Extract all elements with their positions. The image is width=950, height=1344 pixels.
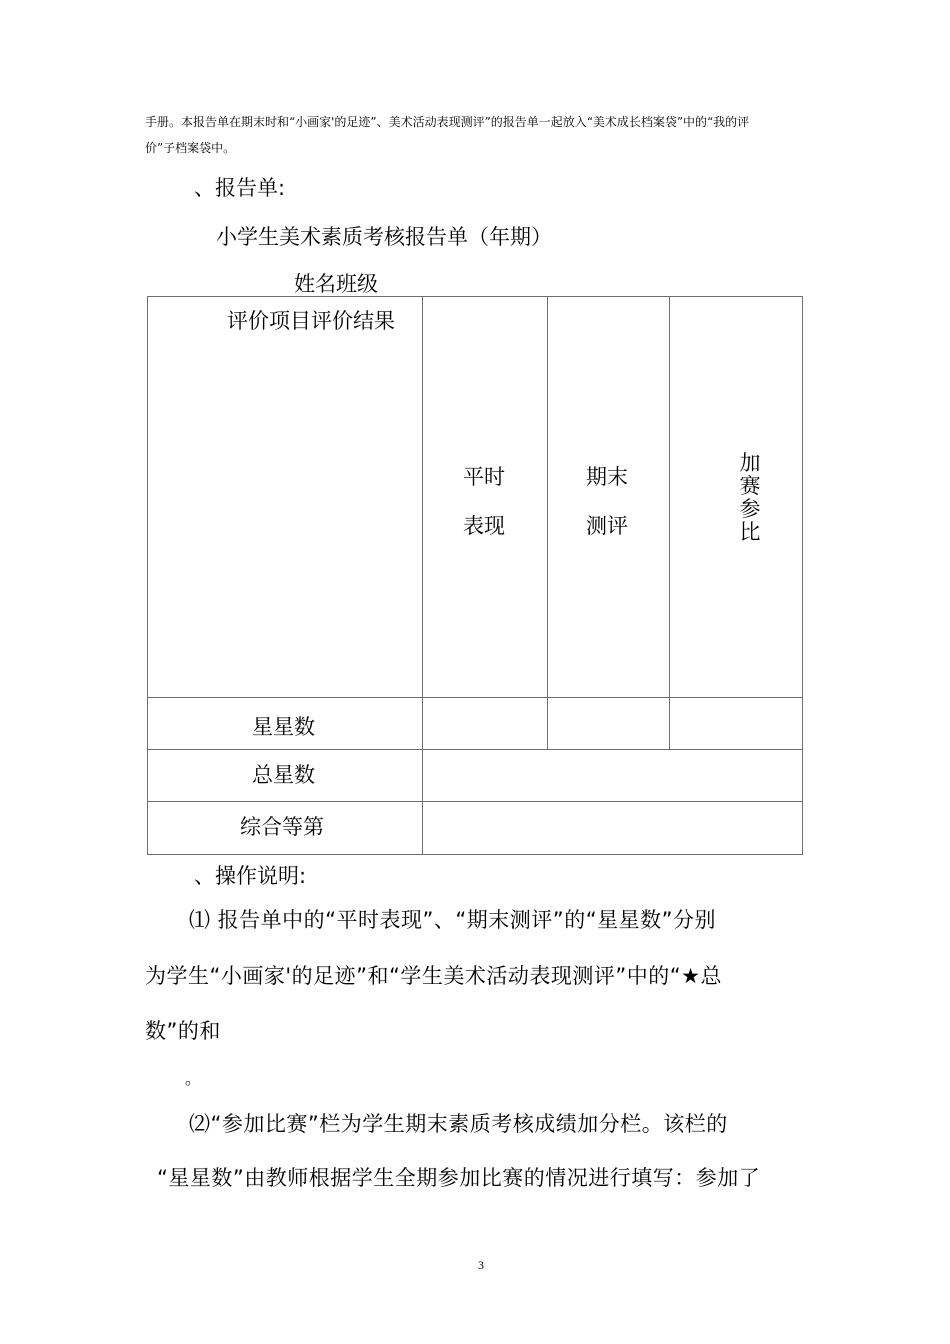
name-class-label: 姓名班级 [294,272,378,296]
table-border-right [802,296,803,855]
intro-line-2: 价”子档案袋中。 [145,141,236,155]
header-item-label: 评价项目评价结果 [227,309,395,333]
col-daily-line1: 平时 [463,465,505,489]
table-rule-col-c [669,296,670,750]
para1-line1: ⑴ 报告单中的“平时表现”、“期末测评”的“星星数”分别 [189,908,716,932]
row-total-label: 总星数 [252,763,315,787]
row-stars-label: 星星数 [252,715,315,739]
section-report-heading: 、报告单: [194,176,286,200]
para1-line3: 数”的和 [145,1019,221,1043]
table-rule-col-b [547,296,548,750]
para1-line2: 为学生“小画家'的足迹”和“学生美术活动表现测评”中的“★总 [145,964,722,988]
para1-line4: 。 [185,1069,202,1088]
table-rule-col-a [422,296,423,855]
report-table [147,296,803,856]
section-instructions-heading: 、操作说明: [194,864,307,888]
col-final-line2: 测评 [586,514,628,538]
table-rule-total [147,801,803,802]
table-border-bottom [147,854,803,855]
intro-line-1: 手册。本报告单在期末时和“小画家'的足迹”、美术活动表现测评”的报告单一起放入“美术成长档案袋”中的“我的评 [145,115,750,129]
table-border-top [147,296,803,297]
page-number: 3 [478,1258,484,1272]
para2-line1: ⑵“参加比赛”栏为学生期末素质考核成绩加分栏。该栏的 [189,1112,728,1136]
col-daily-line2: 表现 [463,514,505,538]
para2-line2: “星星数”由教师根据学生全期参加比赛的情况进行填写：参加了 [157,1166,761,1190]
row-grade-label: 综合等第 [240,815,324,839]
table-rule-stars [147,749,803,750]
table-rule-header [147,697,803,698]
col-competition-vertical: 加赛参比 [739,451,761,544]
table-border-left [147,296,148,855]
report-title: 小学生美术素质考核报告单（年期） [216,225,552,249]
col-final-line1: 期末 [586,465,628,489]
